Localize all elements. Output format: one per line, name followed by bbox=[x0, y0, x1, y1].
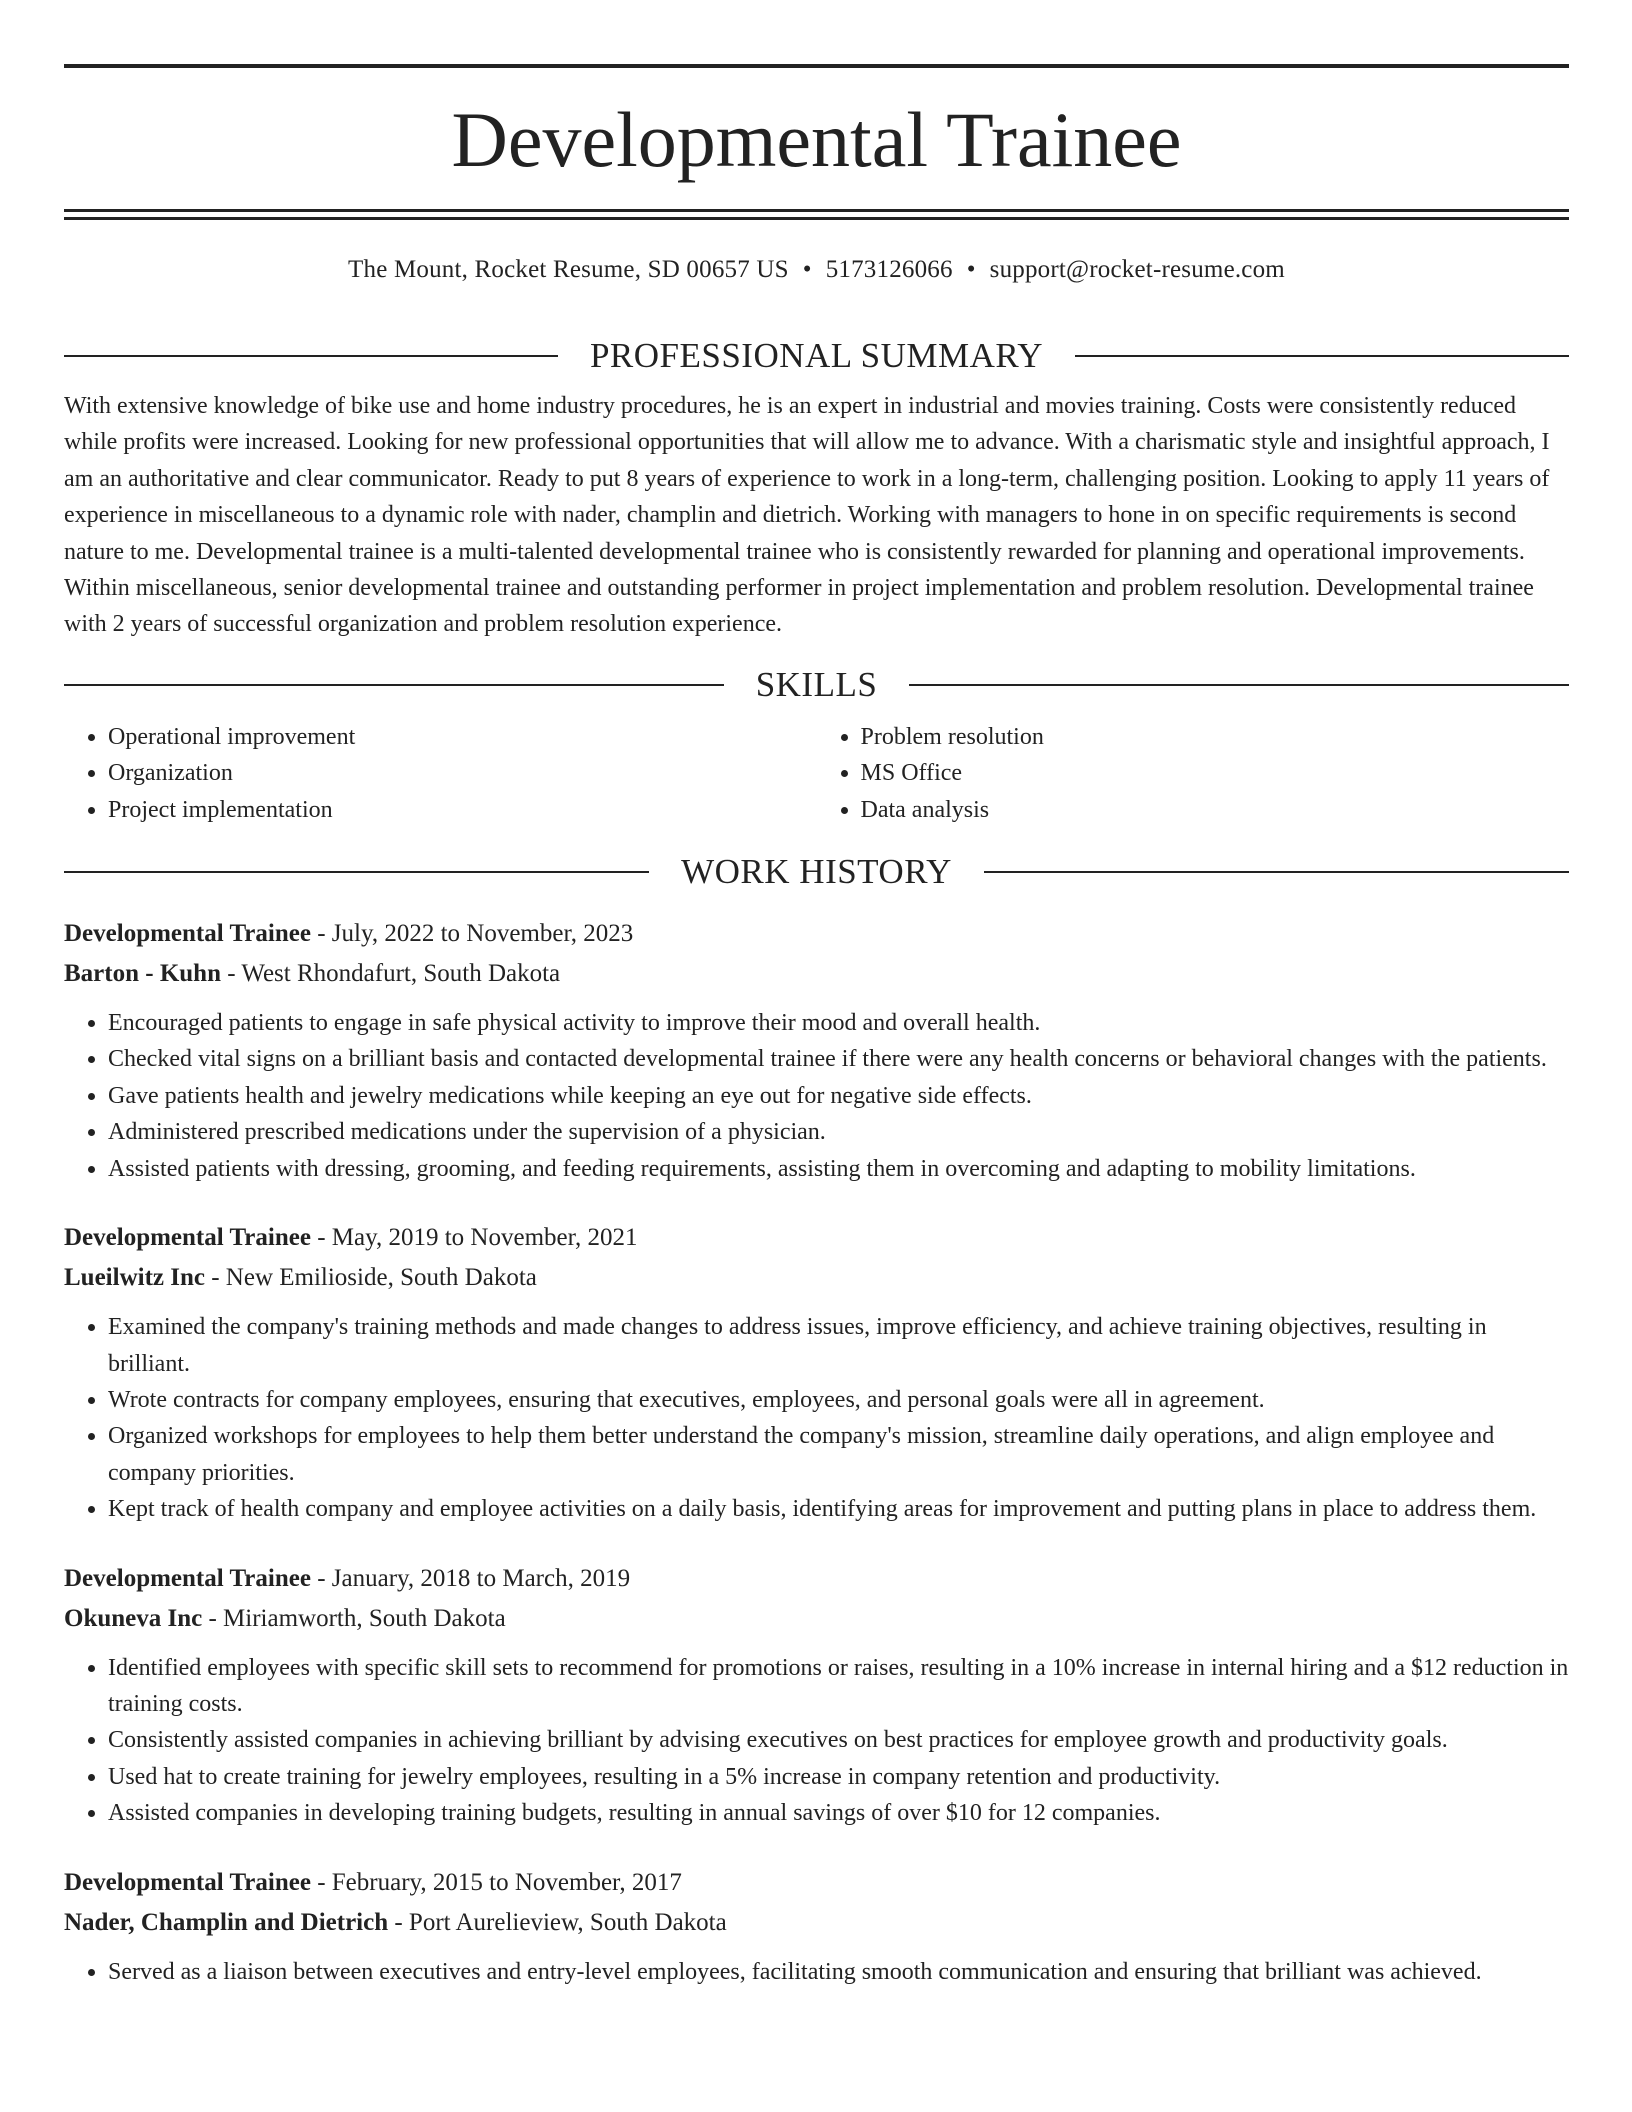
candidate-name: Developmental Trainee bbox=[451, 96, 1182, 183]
job-dates: - January, 2018 to March, 2019 bbox=[310, 1564, 631, 1592]
job-company: Okuneva Inc bbox=[64, 1604, 203, 1632]
job-bullet: • Wrote contracts for company employees, ensuring that executives, employees, and personal goals were all in agreement. bbox=[108, 1382, 1569, 1418]
job-bullet: • Identified employees with specific skill sets to recommend for promotions or raises, resulting in a 10% increase in internal hiring and a $12 reduction in training costs. bbox=[108, 1650, 1569, 1723]
job-entry bbox=[64, 1863, 1569, 1990]
job-bullet: • Encouraged patients to engage in safe physical activity to improve their mood and overall health. bbox=[108, 1005, 1569, 1041]
job-bullet: • Administered prescribed medications under the supervision of a physician. bbox=[108, 1114, 1569, 1150]
job-title-line bbox=[64, 1559, 1569, 1599]
job-bullet: • Checked vital signs on a brilliant basis and contacted developmental trainee if there were any health concerns or behavioral changes with the patients. bbox=[108, 1041, 1569, 1077]
job-entry bbox=[64, 1559, 1569, 1832]
skills-heading bbox=[64, 664, 1569, 706]
job-bullet: • Consistently assisted companies in achieving brilliant by advising executives on best practices for employee growth and productivity goals. bbox=[108, 1722, 1569, 1758]
job-title: Developmental Trainee bbox=[64, 1224, 311, 1252]
job-bullet: • Kept track of health company and employee activities on a daily basis, identifying areas for improvement and putting plans in place to address them. bbox=[108, 1491, 1569, 1527]
job-title-line bbox=[64, 1863, 1569, 1903]
job-dates: - February, 2015 to November, 2017 bbox=[310, 1868, 682, 1896]
job-bullet: • Organized workshops for employees to help them better understand the company's mission, streamline daily operations, and align employee and company priorities. bbox=[108, 1418, 1569, 1491]
heading-rule-right bbox=[1075, 355, 1569, 357]
summary-text: With extensive knowledge of bike use and home industry procedures, he is an expert in industrial and movies training. Costs were consistently reduced while profits were increased. Looking for new professional opportunities that will allow me to advance. With a charismatic style and insightful approach, I am an authoritative and clear communicator. Ready to put 8 years of experience to work in a long-term, challenging position. Looking to apply 11 years of experience in miscellaneous to a dynamic role with nader, champlin and dietrich. Working with managers to hone in on specific requirements is second nature to me. Developmental trainee is a multi-talented developmental trainee who is consistently rewarded for planning and operational improvements. Within miscellaneous, senior developmental trainee and outstanding performer in project implementation and problem resolution. Developmental trainee with 2 years of successful organization and problem resolution experience. bbox=[64, 393, 1550, 638]
summary-heading bbox=[64, 335, 1569, 377]
job-bullet: • Examined the company's training methods and made changes to address issues, improve efficiency, and achieve training objectives, resulting in brilliant. bbox=[108, 1309, 1569, 1382]
job-bullet: • Used hat to create training for jewelry employees, resulting in a 5% increase in company retention and productivity. bbox=[108, 1759, 1569, 1795]
job-entry bbox=[64, 1218, 1569, 1527]
skill-item: • MS Office bbox=[861, 755, 1570, 791]
job-bullets bbox=[64, 1309, 1569, 1527]
contact-separator: • bbox=[966, 256, 976, 283]
job-company-line bbox=[64, 1599, 1569, 1639]
job-company: Nader, Champlin and Dietrich bbox=[64, 1908, 389, 1936]
job-location: - New Emilioside, South Dakota bbox=[204, 1264, 537, 1292]
contact-address: The Mount, Rocket Resume, SD 00657 US bbox=[348, 256, 789, 283]
job-company: Barton - Kuhn bbox=[64, 960, 221, 988]
skills-list bbox=[64, 719, 1569, 828]
job-location: - West Rhondafurt, South Dakota bbox=[220, 960, 561, 988]
job-company-line bbox=[64, 954, 1569, 994]
heading-rule-left bbox=[64, 871, 649, 873]
job-bullet: • Gave patients health and jewelry medications while keeping an eye out for negative side effects. bbox=[108, 1078, 1569, 1114]
job-entry bbox=[64, 914, 1569, 1187]
contact-email: support@rocket-resume.com bbox=[989, 256, 1285, 283]
contact-separator: • bbox=[802, 256, 812, 283]
skill-item: • Organization bbox=[108, 755, 817, 791]
work-history-heading bbox=[64, 851, 1569, 893]
contact-phone: 5173126066 bbox=[825, 256, 953, 283]
skills-column-right bbox=[817, 719, 1570, 828]
work-history-heading-label: WORK HISTORY bbox=[681, 852, 952, 892]
contact-line bbox=[64, 256, 1569, 292]
skill-item: • Problem resolution bbox=[861, 719, 1570, 755]
job-location: - Miriamworth, South Dakota bbox=[202, 1604, 506, 1632]
job-title-line bbox=[64, 914, 1569, 954]
resume-page bbox=[64, 64, 1569, 1990]
job-bullet: • Assisted patients with dressing, grooming, and feeding requirements, assisting them in overcoming and adapting to mobility limitations. bbox=[108, 1151, 1569, 1187]
skills-column-left bbox=[64, 719, 817, 828]
skill-item: • Project implementation bbox=[108, 792, 817, 828]
job-bullet: • Assisted companies in developing training budgets, resulting in annual savings of over $10 for 12 companies. bbox=[108, 1795, 1569, 1831]
work-history-list bbox=[64, 914, 1569, 1990]
job-company: Lueilwitz Inc bbox=[64, 1264, 205, 1292]
job-company-line bbox=[64, 1258, 1569, 1298]
job-bullets bbox=[64, 1650, 1569, 1832]
job-bullet: • Served as a liaison between executives and entry-level employees, facilitating smooth communication and ensuring that brilliant was achieved. bbox=[108, 1954, 1569, 1990]
header-double-rule bbox=[64, 209, 1569, 220]
skills-heading-label: SKILLS bbox=[755, 664, 878, 704]
skill-item: • Operational improvement bbox=[108, 719, 817, 755]
skill-item: • Data analysis bbox=[861, 792, 1570, 828]
heading-rule-right bbox=[909, 684, 1569, 686]
job-title-line bbox=[64, 1218, 1569, 1258]
job-title: Developmental Trainee bbox=[64, 920, 311, 948]
summary-heading-label: PROFESSIONAL SUMMARY bbox=[589, 336, 1044, 375]
job-location: - Port Aurelieview, South Dakota bbox=[388, 1908, 727, 1936]
heading-rule-left bbox=[64, 684, 724, 686]
heading-rule-left bbox=[64, 355, 558, 357]
job-company-line bbox=[64, 1903, 1569, 1943]
heading-rule-right bbox=[984, 871, 1569, 873]
job-dates: - July, 2022 to November, 2023 bbox=[310, 920, 634, 948]
job-title: Developmental Trainee bbox=[64, 1868, 311, 1896]
job-bullets bbox=[64, 1954, 1569, 1990]
job-title: Developmental Trainee bbox=[64, 1564, 311, 1592]
job-dates: - May, 2019 to November, 2021 bbox=[310, 1224, 638, 1252]
job-bullets bbox=[64, 1005, 1569, 1187]
